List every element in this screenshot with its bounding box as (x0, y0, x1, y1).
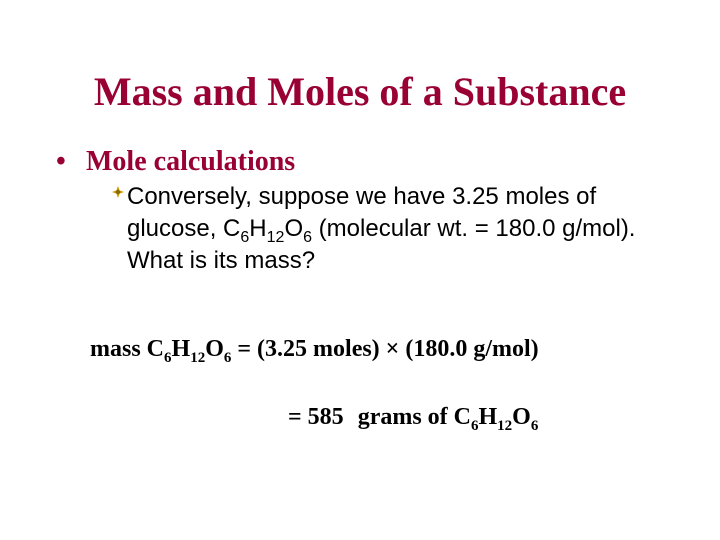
subscript: 12 (266, 228, 285, 246)
bullet-marker: • (56, 146, 66, 177)
subscript: 6 (240, 228, 250, 246)
sub-bullet-line-1 (112, 181, 712, 213)
sub-bullet-block (112, 181, 712, 277)
equation-result (288, 404, 539, 434)
eq-h: H (478, 404, 498, 430)
formula-h: H (249, 215, 267, 242)
eq-result-value: = 585 (288, 404, 344, 430)
subscript: 6 (471, 417, 479, 434)
sub-bullet-line-2 (112, 213, 712, 245)
eq-o: O (205, 336, 224, 362)
sub-bullet-line-3: What is its mass? (127, 247, 316, 274)
subscript: 6 (303, 228, 313, 246)
eq-lhs: mass C (90, 336, 165, 362)
formula-o: O (284, 215, 304, 242)
eq-rhs: = (3.25 moles) × (180.0 g/mol) (231, 336, 539, 362)
plus-diamond-icon (112, 181, 124, 205)
bullet-mole-calculations (56, 146, 295, 178)
subscript: 6 (164, 349, 172, 366)
subscript: 6 (530, 417, 539, 434)
subscript: 12 (497, 417, 513, 434)
eq-result-unit: grams of C (357, 404, 471, 430)
eq-h: H (171, 336, 191, 362)
bullet-text: Mole calculations (86, 146, 296, 177)
equation-mass (90, 336, 539, 366)
eq-o: O (512, 404, 531, 430)
sub-bullet-text-1: Conversely, suppose we have 3.25 moles of (127, 183, 597, 210)
subscript: 6 (223, 349, 232, 366)
molecular-weight-text: (molecular wt. = 180.0 g/mol). (312, 215, 636, 242)
subscript: 12 (190, 349, 206, 366)
slide-title: Mass and Moles of a Substance (93, 69, 627, 114)
glucose-text: glucose, C (127, 215, 241, 242)
